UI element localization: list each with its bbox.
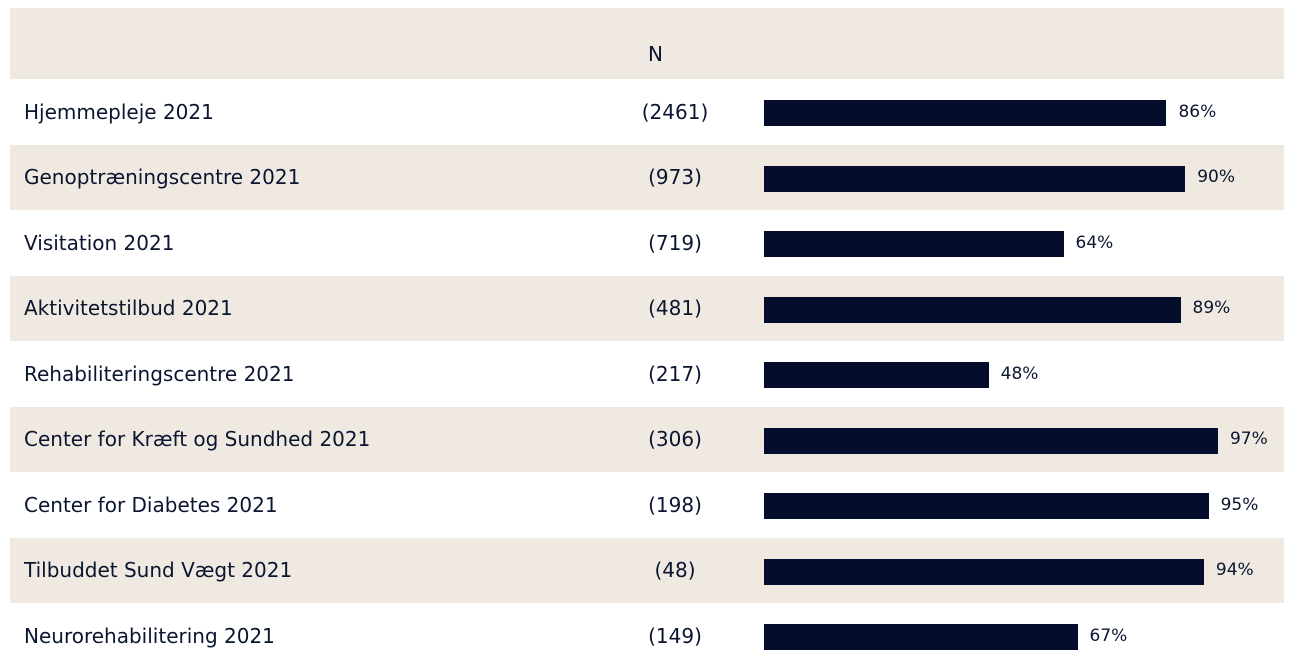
chart-row (10, 145, 1284, 211)
n-count: (973) (648, 165, 702, 190)
chart-row (10, 603, 1284, 652)
bar (764, 493, 1209, 519)
bar (764, 100, 1166, 126)
bar (764, 231, 1064, 257)
n-count: (481) (648, 296, 702, 321)
category-label: Center for Diabetes 2021 (24, 492, 278, 517)
chart-row (10, 341, 1284, 407)
bar-value-label: 67% (1089, 625, 1128, 646)
category-label: Rehabiliteringscentre 2021 (24, 361, 295, 386)
n-count: (198) (648, 492, 702, 517)
category-label: Center for Kræft og Sundhed 2021 (24, 427, 371, 452)
bar-value-label: 86% (1178, 101, 1217, 122)
bar-value-label: 48% (1000, 363, 1039, 384)
chart-row (10, 407, 1284, 473)
category-label: Hjemmepleje 2021 (24, 99, 214, 124)
category-label: Aktivitetstilbud 2021 (24, 296, 233, 321)
bar-value-label: 95% (1220, 494, 1259, 515)
bar (764, 166, 1185, 192)
chart-row (10, 79, 1284, 145)
bar-value-label: 97% (1229, 429, 1268, 450)
chart-row (10, 538, 1284, 604)
bar-value-label: 90% (1197, 167, 1235, 188)
table-header (10, 8, 1284, 79)
category-label: Visitation 2021 (24, 230, 175, 255)
n-column-header: N (648, 42, 663, 66)
bar (764, 428, 1218, 454)
bar (764, 297, 1181, 323)
bar-value-label: 64% (1075, 232, 1114, 253)
chart-row (10, 276, 1284, 342)
bar (764, 559, 1204, 585)
category-label: Tilbuddet Sund Vægt 2021 (24, 558, 293, 583)
bar-value-label: 89% (1192, 298, 1231, 319)
bar (764, 624, 1078, 650)
n-count: (719) (648, 230, 702, 255)
category-label: Neurorehabilitering 2021 (24, 623, 275, 648)
chart-row (10, 210, 1284, 276)
bar (764, 362, 989, 388)
n-count: (217) (648, 361, 702, 386)
bar-value-label: 94% (1215, 560, 1254, 581)
n-count: (2461) (641, 99, 709, 124)
chart-row (10, 472, 1284, 538)
n-count: (306) (648, 427, 702, 452)
n-count: (149) (648, 623, 702, 648)
category-label: Genoptræningscentre 2021 (24, 165, 301, 190)
n-count: (48) (654, 558, 696, 583)
